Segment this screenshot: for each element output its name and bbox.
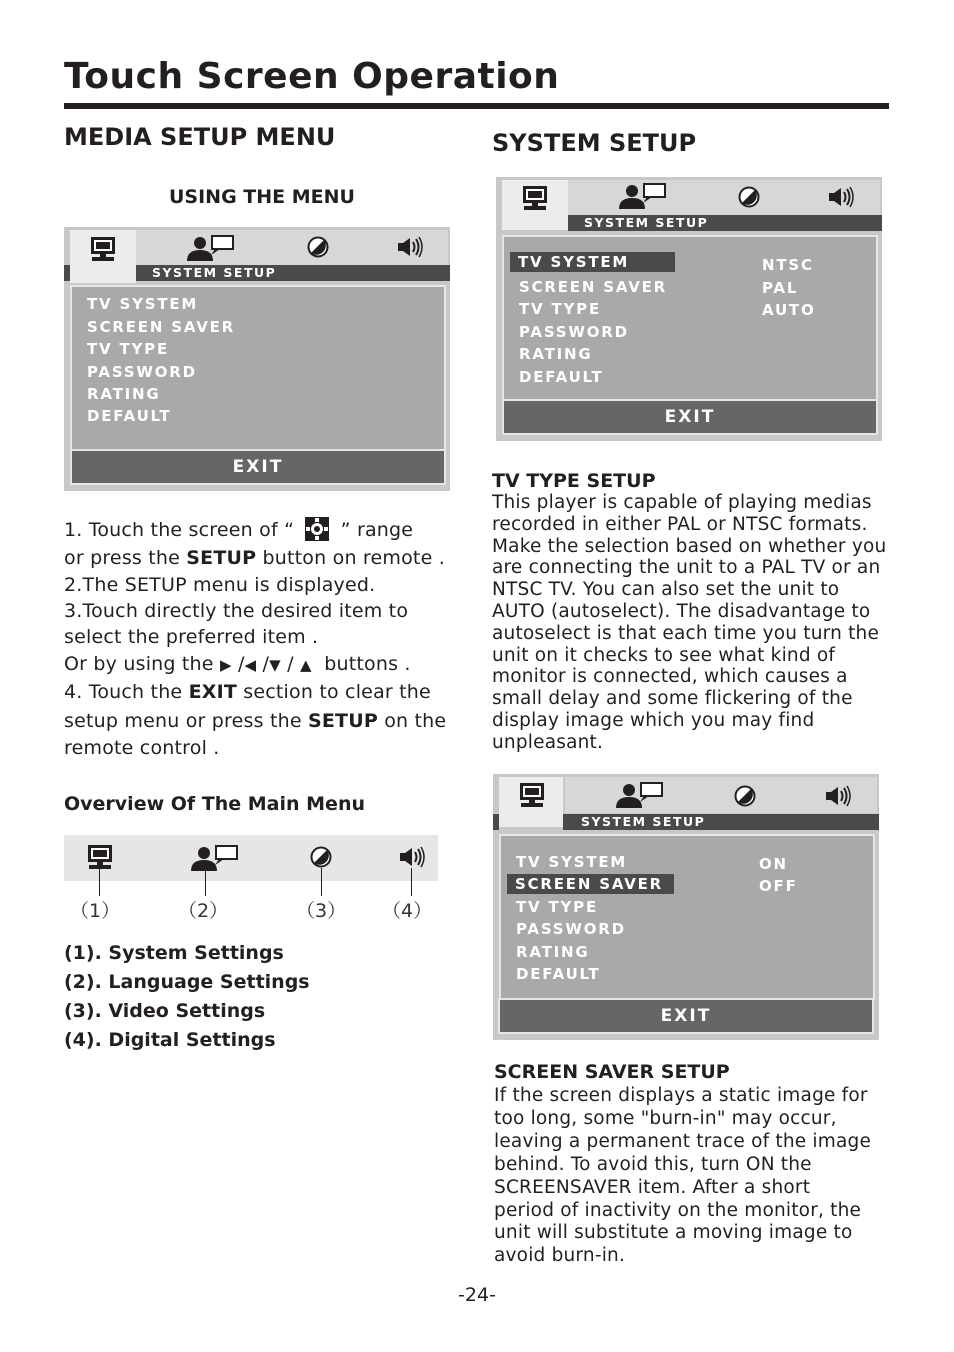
step-1-text: 1. Touch the screen of “: [64, 519, 295, 541]
video-icon[interactable]: [734, 785, 756, 807]
menu-item-rating[interactable]: RATING: [519, 345, 593, 363]
tv-type-line: display image which you may find: [492, 709, 815, 731]
tv-type-line: monitor is connected, which causes a: [492, 666, 848, 688]
legend-language-settings: (2). Language Settings: [64, 971, 310, 993]
option-on[interactable]: ON: [759, 855, 788, 873]
menu-items-panel: [499, 834, 875, 1000]
monitor-icon: [89, 236, 117, 262]
tv-type-line: autoselect is that each time you turn the: [492, 622, 880, 644]
tab-label: SYSTEM SETUP: [152, 265, 277, 280]
title-rule: [64, 103, 889, 109]
saver-line: unit will substitute a moving image to: [494, 1222, 853, 1244]
step-4-pre: 4. Touch the: [64, 681, 189, 703]
menu-item-screen-saver-selected[interactable]: SCREEN SAVER: [507, 874, 674, 894]
language-icon[interactable]: [185, 235, 235, 261]
video-icon[interactable]: [307, 236, 329, 258]
saver-line: If the screen displays a static image for: [494, 1085, 868, 1106]
menu-item-screen-saver[interactable]: SCREEN SAVER: [519, 278, 668, 296]
tab-selected-notch: [70, 265, 136, 283]
step-4-cont: [64, 708, 446, 735]
menu-item-tv-system[interactable]: TV SYSTEM: [516, 853, 628, 871]
media-setup-heading: MEDIA SETUP MENU: [64, 123, 336, 151]
overview-heading: Overview Of The Main Menu: [64, 793, 365, 815]
tv-type-line: are connecting the unit to a PAL TV or an: [492, 557, 881, 579]
menu-item-tv-system[interactable]: TV SYSTEM: [87, 295, 199, 313]
system-setup-heading: SYSTEM SETUP: [492, 129, 697, 157]
tv-type-description: [492, 492, 886, 754]
step-2: 2.The SETUP menu is displayed.: [64, 574, 376, 596]
system-setup-menu-left: [64, 227, 450, 491]
step-4: [64, 679, 431, 706]
option-pal[interactable]: PAL: [762, 279, 799, 297]
tv-type-line: recorded in either PAL or NTSC formats.: [492, 513, 868, 535]
callout-number-1: （1）: [70, 900, 121, 922]
menu-item-tv-type[interactable]: TV TYPE: [87, 340, 169, 358]
option-auto[interactable]: AUTO: [762, 301, 816, 319]
menu-item-rating[interactable]: RATING: [87, 385, 161, 403]
step-1-range: ” range: [340, 519, 414, 541]
tab-label: SYSTEM SETUP: [584, 215, 709, 230]
callout-line-1: [99, 868, 100, 896]
menu-item-tv-system-selected[interactable]: TV SYSTEM: [510, 252, 675, 272]
menu-item-tv-type[interactable]: TV TYPE: [519, 300, 601, 318]
page-number: -24-: [458, 1284, 496, 1306]
step-4-post: section to clear the: [237, 681, 431, 703]
speaker-icon[interactable]: [825, 785, 853, 807]
setup-keyword-2: SETUP: [307, 710, 378, 732]
menu-item-default[interactable]: DEFAULT: [519, 368, 604, 386]
menu-item-screen-saver[interactable]: SCREEN SAVER: [87, 318, 236, 336]
tab-label-strip: [563, 814, 879, 830]
setup-keyword: SETUP: [186, 547, 257, 569]
overview-icon-bar: [64, 835, 438, 881]
arrow-down-icon: ▼: [269, 656, 281, 674]
tv-type-line: small delay and some flickering of the: [492, 688, 853, 710]
saver-line: behind. To avoid this, turn ON the: [494, 1153, 812, 1175]
step-3: 3.Touch directly the desired item to: [64, 600, 409, 622]
exit-button[interactable]: EXIT: [502, 399, 878, 435]
menu-item-rating[interactable]: RATING: [516, 943, 590, 961]
callout-line-4: [411, 868, 412, 896]
callout-number-2: （2）: [178, 900, 229, 922]
tv-type-line: unpleasant.: [492, 731, 604, 753]
step-4-end: remote control .: [64, 737, 220, 759]
callout-number-3: （3）: [296, 900, 347, 922]
speaker-icon[interactable]: [828, 186, 856, 208]
tv-type-line: unit on it checks to see what kind of: [492, 644, 836, 666]
callout-line-3: [321, 868, 322, 896]
tab-system-selected[interactable]: [502, 180, 568, 230]
tv-type-line: Make the selection based on whether you: [492, 535, 887, 557]
menu-items-panel: [70, 285, 446, 451]
step-4c-post: on the: [377, 710, 447, 732]
menu-item-tv-type[interactable]: TV TYPE: [516, 898, 598, 916]
arrows-pre: Or by using the: [64, 653, 214, 675]
tab-system-selected[interactable]: [499, 777, 563, 827]
arrow-up-icon: ▲: [299, 656, 312, 674]
screen-saver-description: [494, 1085, 871, 1268]
tv-type-line: AUTO (autoselect). The disadvantage to: [492, 600, 871, 622]
step-1c-post: button on remote .: [256, 547, 445, 569]
saver-line: too long, some "burn-in" may occur,: [494, 1107, 837, 1129]
step-1-line: [64, 516, 413, 544]
menu-item-password[interactable]: PASSWORD: [516, 920, 626, 938]
speaker-icon[interactable]: [397, 236, 425, 258]
exit-keyword: EXIT: [188, 681, 238, 703]
menu-item-password[interactable]: PASSWORD: [519, 323, 629, 341]
language-icon: [189, 845, 239, 871]
page-title: Touch Screen Operation: [64, 56, 560, 97]
using-menu-heading: USING THE MENU: [169, 186, 355, 208]
saver-line: avoid burn-in.: [494, 1245, 626, 1267]
saver-line: period of inactivity on the monitor, the: [494, 1199, 862, 1221]
exit-button[interactable]: EXIT: [70, 449, 446, 485]
arrow-left-icon: ◀: [244, 656, 257, 674]
tv-type-setup-heading: TV TYPE SETUP: [492, 470, 656, 492]
tab-label: SYSTEM SETUP: [581, 814, 706, 829]
exit-button[interactable]: EXIT: [498, 998, 874, 1034]
video-icon: [310, 846, 332, 868]
option-off[interactable]: OFF: [759, 877, 798, 895]
language-icon[interactable]: [614, 782, 664, 808]
step-3-cont: select the preferred item .: [64, 626, 319, 648]
callout-number-4: （4）: [382, 900, 433, 922]
option-ntsc[interactable]: NTSC: [762, 256, 814, 274]
tab-label-strip: [568, 215, 882, 231]
tab-strip-edge: [493, 814, 499, 830]
screen-saver-heading: SCREEN SAVER SETUP: [494, 1061, 730, 1083]
legend-video-settings: (3). Video Settings: [64, 1000, 266, 1022]
monitor-icon: [521, 185, 549, 211]
step-1c-pre: or press the: [64, 547, 187, 569]
saver-line: leaving a permanent trace of the image: [494, 1130, 872, 1152]
tv-type-line: This player is capable of playing medias: [492, 492, 872, 513]
step-4c-pre: setup menu or press the: [64, 710, 308, 732]
menu-items-panel: [502, 235, 878, 401]
menu-item-default[interactable]: DEFAULT: [516, 965, 601, 983]
video-icon[interactable]: [738, 186, 760, 208]
setup-gear-icon: [304, 516, 330, 542]
legend-system-settings: (1). System Settings: [64, 942, 284, 964]
step-arrows-line: Or by using the ▶ /◀ /▼ / ▲ buttons .: [64, 653, 411, 675]
menu-item-password[interactable]: PASSWORD: [87, 363, 197, 381]
system-setup-menu-tvsystem: [496, 177, 882, 441]
menu-item-default[interactable]: DEFAULT: [87, 407, 172, 425]
speaker-icon: [399, 846, 427, 868]
callout-line-2: [205, 868, 206, 896]
monitor-icon: [86, 844, 114, 870]
system-setup-menu-screensaver: [493, 774, 879, 1040]
saver-line: SCREENSAVER item. After a short: [494, 1176, 811, 1198]
monitor-icon: [518, 782, 546, 808]
tv-type-line: NTSC TV. You can also set the unit to: [492, 579, 840, 601]
arrow-right-icon: ▶: [219, 656, 232, 674]
legend-digital-settings: (4). Digital Settings: [64, 1029, 276, 1051]
language-icon[interactable]: [617, 183, 667, 209]
arrows-post: buttons .: [324, 653, 411, 675]
step-1-line-2: [64, 545, 445, 572]
